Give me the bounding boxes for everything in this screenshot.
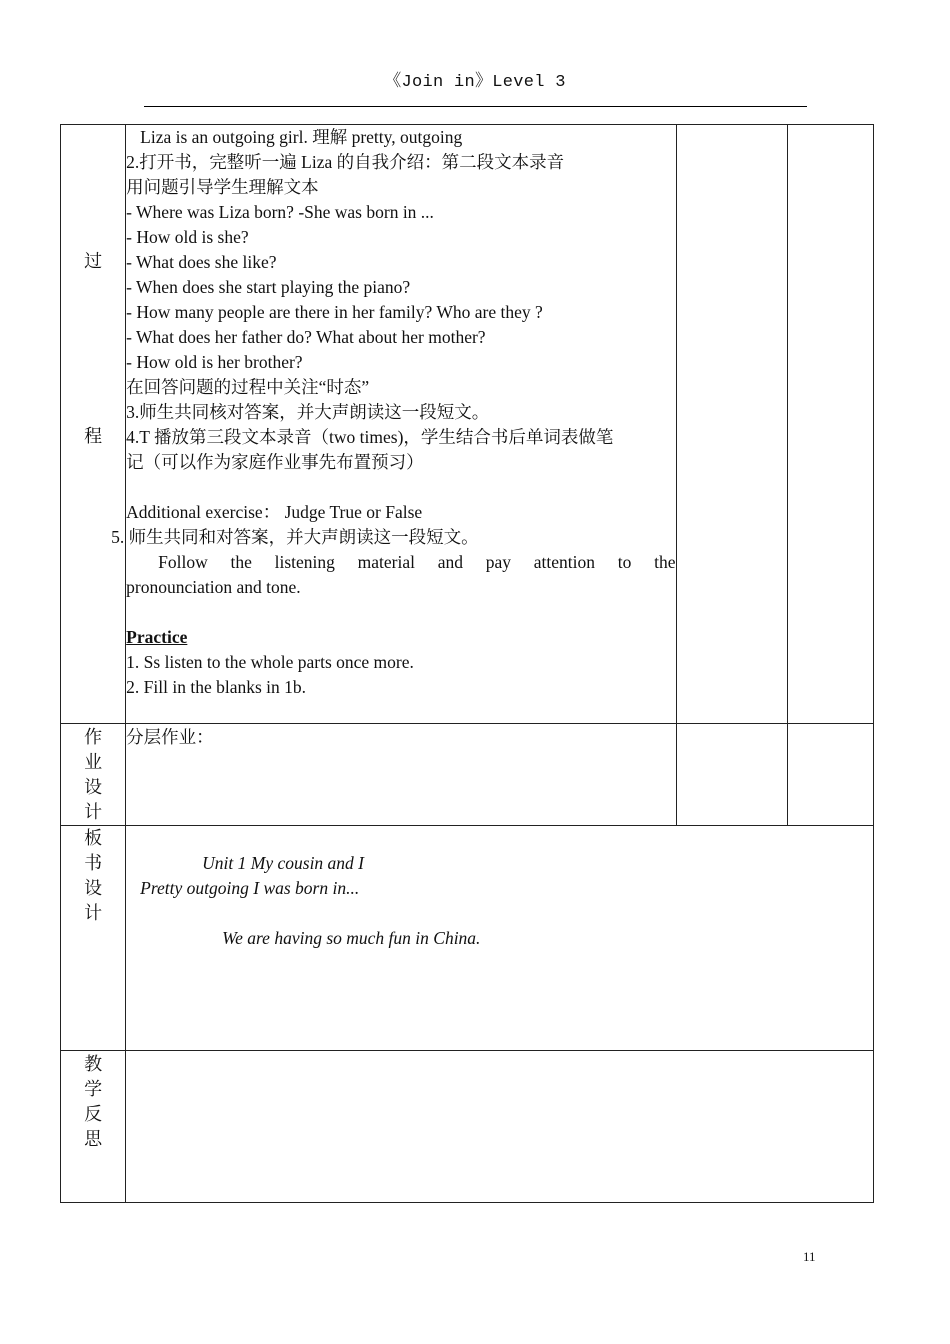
reflection-label-cell: [61, 1051, 126, 1203]
homework-label-char: 作: [84, 727, 103, 747]
process-line: 5. 师生共同和对答案，并大声朗读这一段短文。: [111, 527, 479, 547]
process-line: 2.打开书，完整听一遍 Liza 的自我介绍：第二段文本录音: [126, 152, 565, 172]
reflection-label-char: 学: [84, 1079, 103, 1099]
homework-extra-cell-1: [676, 724, 787, 826]
page-number: 11: [803, 1249, 816, 1264]
process-extra-cell-1: [676, 125, 787, 724]
homework-row: [61, 724, 874, 826]
homework-label-char: 业: [84, 752, 103, 772]
board-line-2: Pretty outgoing I was born in...: [140, 878, 360, 898]
reflection-label-char: 教: [84, 1054, 103, 1074]
homework-label-char: 计: [84, 802, 103, 822]
process-extra-cell-2: [787, 125, 873, 724]
practice-heading: Practice: [126, 627, 188, 647]
homework-extra-cell-2: [787, 724, 873, 826]
board-line-3: We are having so much fun in China.: [222, 928, 481, 948]
process-line: - Where was Liza born? -She was born in ...: [126, 202, 434, 222]
homework-content-cell: [126, 724, 676, 826]
process-line: 在回答问题的过程中关注“时态”: [126, 377, 370, 397]
board-label-char: 设: [84, 878, 103, 898]
board-label-char: 板: [84, 828, 103, 848]
process-line: 2. Fill in the blanks in 1b.: [126, 677, 307, 697]
process-line: - How many people are there in her family? Who are they ?: [126, 302, 543, 322]
process-line: Additional exercise： Judge True or False: [126, 502, 423, 522]
board-content-cell: [126, 826, 874, 1051]
process-line: Liza is an outgoing girl. 理解 pretty, outgoing: [140, 127, 463, 147]
process-label-char-2: 程: [84, 426, 103, 446]
header-rule: [144, 106, 807, 107]
board-label-char: 书: [84, 853, 103, 873]
board-line-1: Unit 1 My cousin and I: [202, 853, 365, 873]
process-line: 记（可以作为家庭作业事先布置预习）: [126, 452, 424, 472]
process-row: [61, 125, 874, 724]
process-line: 4.T 播放第三段文本录音（two times)，学生结合书后单词表做笔: [126, 427, 614, 447]
board-label-cell: [61, 826, 126, 1051]
reflection-label-char: 反: [84, 1104, 103, 1124]
board-label-char: 计: [84, 903, 103, 923]
process-line: - How old is her brother?: [126, 352, 303, 372]
process-line: - When does she start playing the piano?: [126, 277, 411, 297]
reflection-label-char: 思: [84, 1129, 103, 1149]
process-line: - How old is she?: [126, 227, 249, 247]
process-label-char-1: 过: [84, 251, 103, 271]
process-line: 用问题引导学生理解文本: [126, 177, 319, 197]
lesson-plan-table: [60, 124, 874, 1203]
page-header-title: 《Join in》Level 3: [384, 73, 566, 92]
process-line: - What does her father do? What about her mother?: [126, 327, 486, 347]
process-line: Follow the listening material and pay attention to the: [158, 552, 676, 572]
process-line: 3.师生共同核对答案，并大声朗读这一段短文。: [126, 402, 490, 422]
reflection-row: [61, 1051, 874, 1203]
homework-label-char: 设: [84, 777, 103, 797]
process-line: 1. Ss listen to the whole parts once more.: [126, 652, 414, 672]
process-line: - What does she like?: [126, 252, 277, 272]
homework-label-cell: [61, 724, 126, 826]
reflection-content-cell: [126, 1051, 874, 1203]
homework-text: 分层作业：: [126, 727, 214, 747]
process-content-cell: [111, 125, 676, 724]
board-row: [61, 826, 874, 1051]
process-line: pronounciation and tone.: [126, 577, 301, 597]
process-label-cell: [61, 125, 126, 724]
